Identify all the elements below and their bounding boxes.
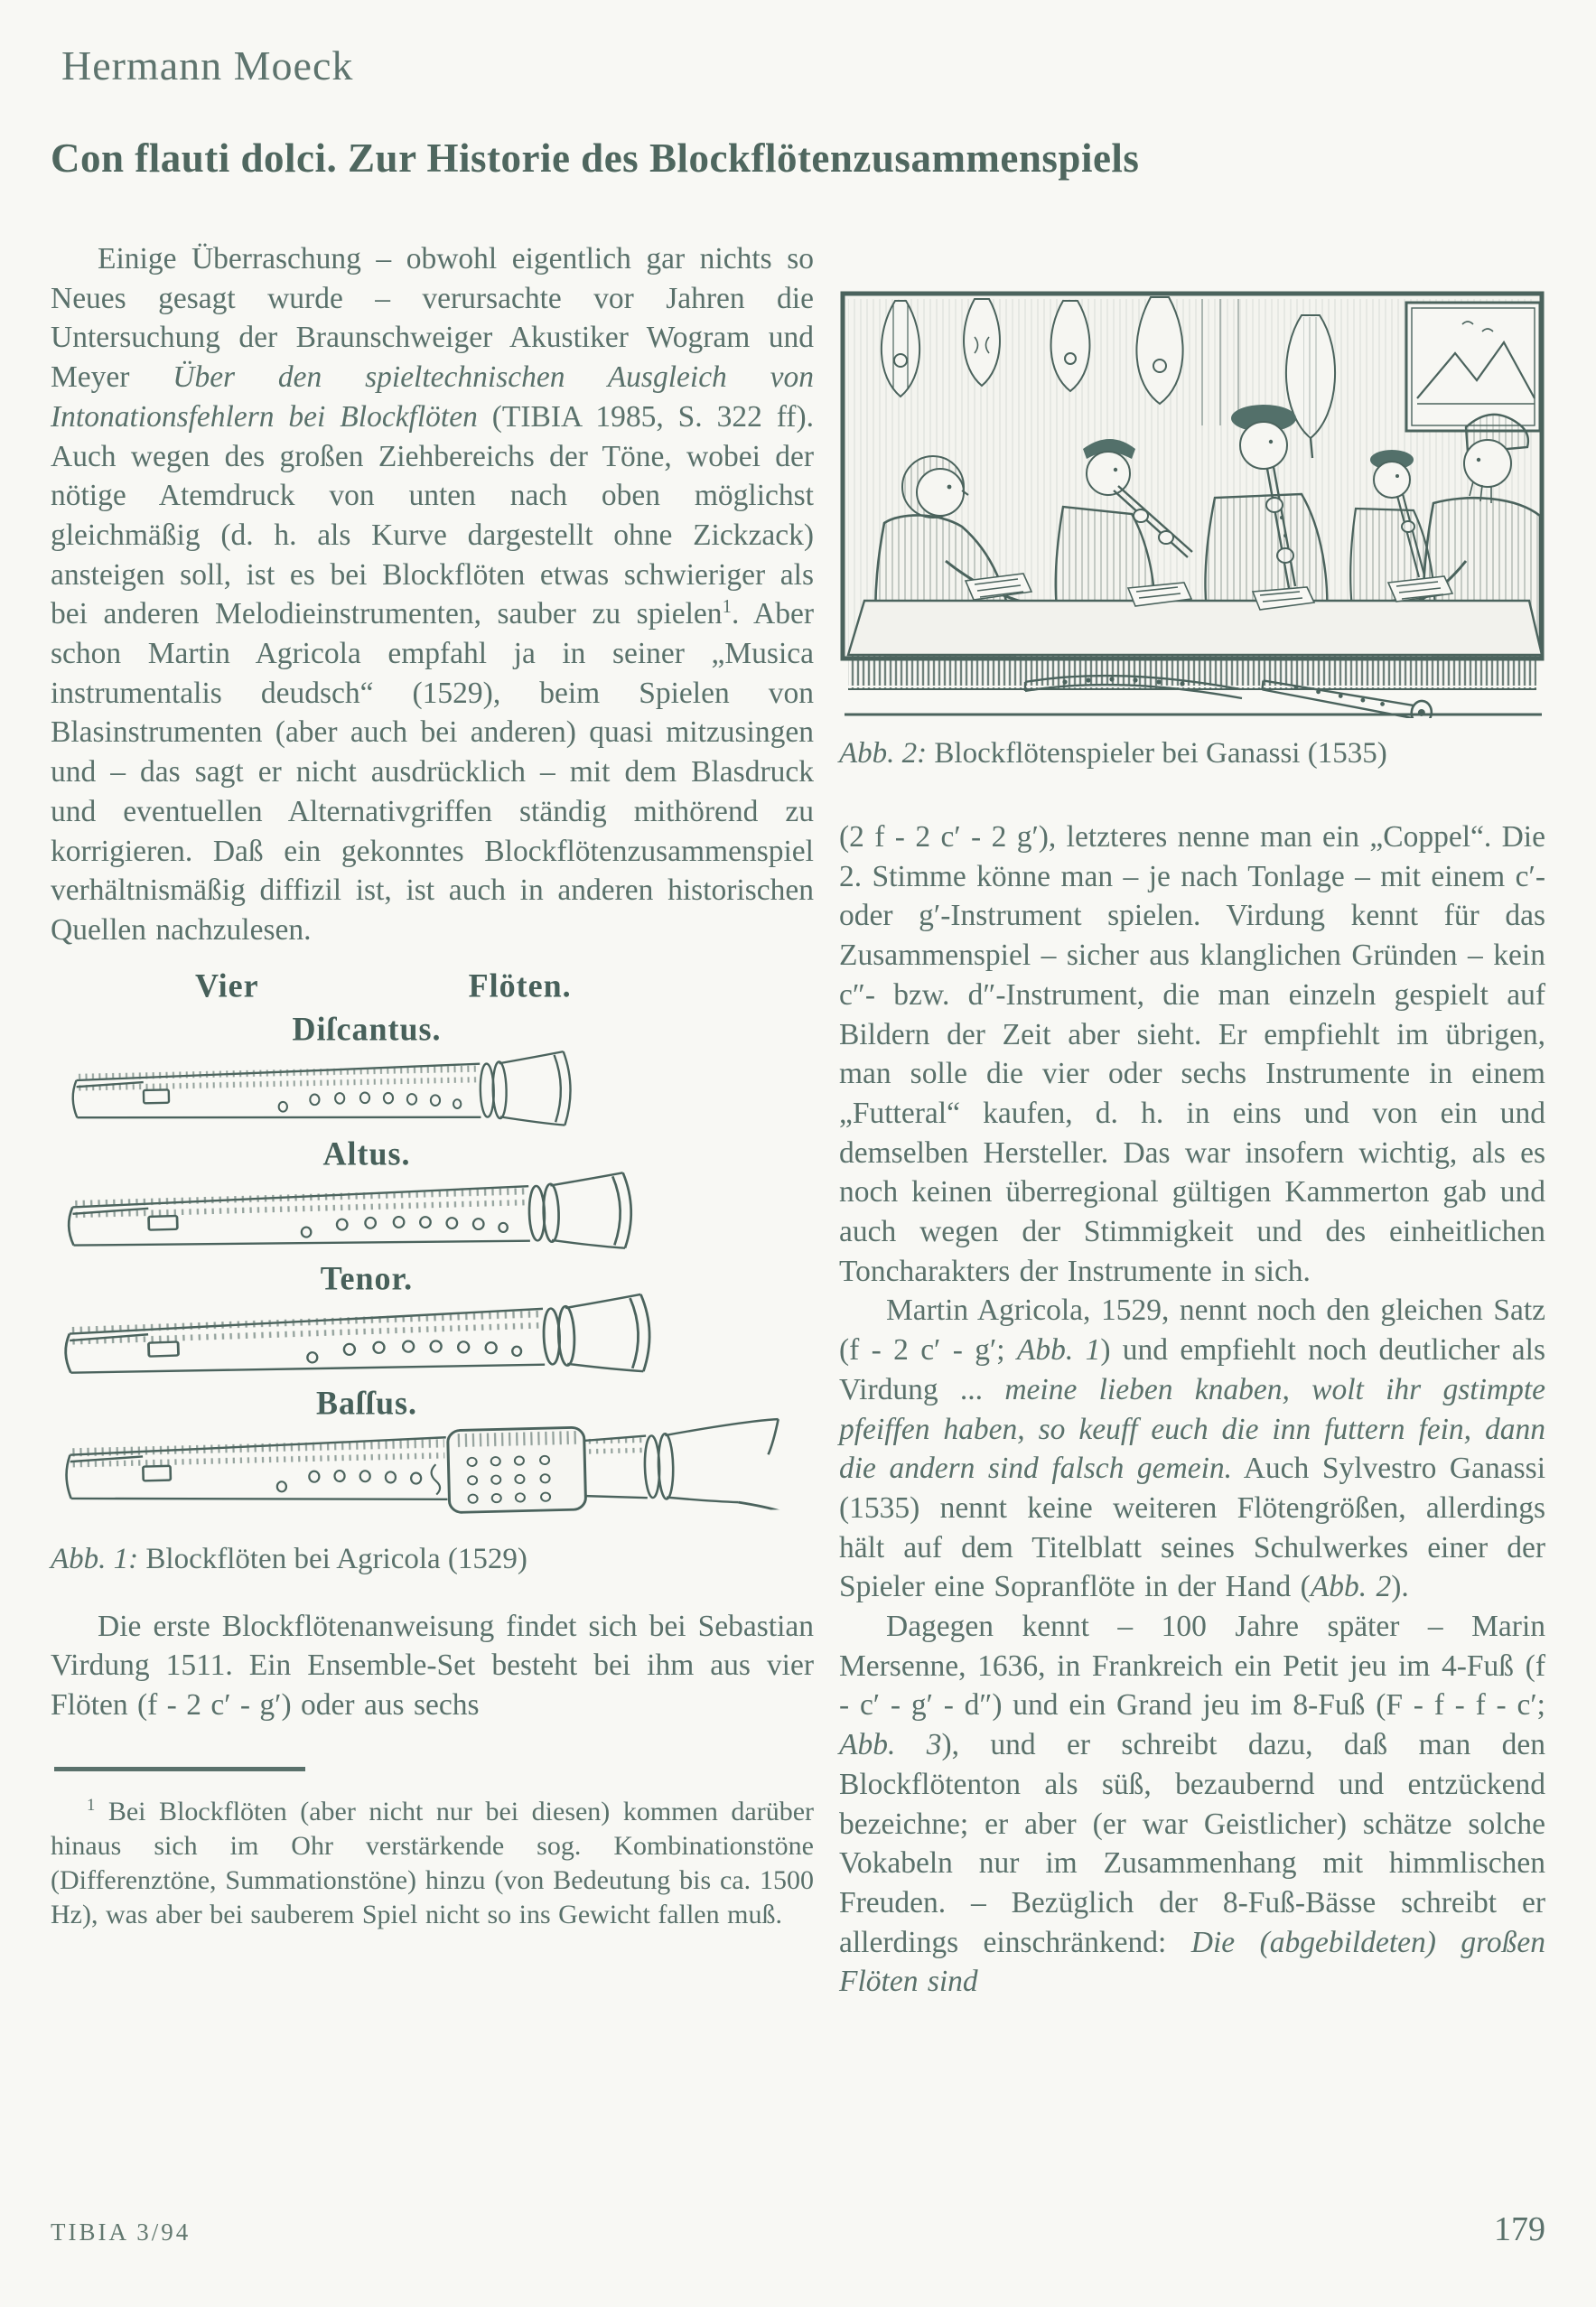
tenor-recorder-illustration [51, 1301, 814, 1384]
figure1-header-floeten: Flöten. [468, 966, 572, 1004]
right-column [839, 239, 1545, 2002]
footnote-text: $^1$ Bei Blockflöten (aber nicht nur bei diesen) kommen darüber hinaus sich im Ohr verstärkende sog. Kombinationstöne (Differenztöne, Summationstöne) hinzu (von Bedeutung bis ca. 1500 Hz), was aber bei sauberem Spiel nicht so ins Gewicht fallen muß. [51, 1795, 814, 1930]
figure1-caption: Abb. 1: Blockflöten bei Agricola (1529) [51, 1542, 527, 1575]
figure2-caption: Abb. 2: Blockflötenspieler bei Ganassi (1535) [839, 737, 1387, 770]
paragraph-virdung: Die erste Blockflötenanweisung findet sich bei Sebastian Virdung 1511. Ein Ensemble-Set besteht bei ihm aus vier Flöten (f - 2 c′ - g′) oder aus sechs [51, 1609, 814, 1723]
bassus-recorder-illustration [51, 1425, 814, 1519]
label-tenor: Tenor. [320, 1258, 414, 1297]
ganassi-woodcut-illustration [839, 290, 1545, 718]
paragraph-intro: Einige Überraschung – obwohl eigentlich gar nichts so Neues gesagt wurde – verursachte vor Jahren die Untersuchung der Braunschweiger Akustiker Wogram und Meyer Über den spieltechnischen Ausgleich von Intonationsfehlern bei Blockflöten (TIBIA 1985, S. 322 ff). Auch wegen des großen Ziehbereichs der Töne, wobei der nötige Atemdruck von unten nach oben möglichst gleichmäßig (d. h. als Kurve dargestellt ohne Zickzack) ansteigen soll, ist es bei Blockflöten etwas schwieriger als bei anderen Melodieinstrumenten, sauber zu spielen$^1$. Aber schon Martin Agricola empfahl ja in seiner „Musica instrumentalis deudsch“ (1529), beim Spielen von Blasinstrumenten (aber auch bei anderen) quasi mitzusingen und – das sagt er nicht ausdrücklich – mit dem Blasdruck und eventuellen Alternativgriffen ständig mithörend zu korrigieren. Daß ein gekonntes Blockflötenzusammenspiel verhältnismäßig diffizil ist, ist auch in anderen historischen Quellen nachzulesen. [51, 242, 814, 947]
paragraph-mersenne: Dagegen kennt – 100 Jahre später – Marin Mersenne, 1636, in Frankreich ein Petit jeu im 4-Fuß (f - c′ - g′ - d″) und ein Grand jeu im 8-Fuß (F - f - f - c′; Abb. 3), und er schreibt dazu, daß man den Blockflötenton als süß, bezaubernd und entzückend bezeichne; er aber (er war Geistlicher) schätze solche Vokabeln nur im Zusammenhang mit himmlischen Freuden. – Bezüglich der 8-Fuß-Bässe schreibt er allerdings einschränkend: Die (abgebildeten) großen Flöten sind [839, 1610, 1546, 1999]
page-footer [51, 2209, 1545, 2249]
discantus-recorder-illustration [51, 1051, 814, 1135]
figure-agricola-recorders [51, 967, 814, 1576]
left-column [51, 239, 814, 1932]
label-bassus: Baſſus. [315, 1383, 418, 1422]
figure1-header-vier: Vier [195, 966, 259, 1004]
journal-issue: TIBIA 3/94 [51, 2218, 191, 2246]
footnote-divider [54, 1767, 305, 1771]
paragraph-coppel: (2 f - 2 c′ - 2 g′), letzteres nenne man ein „Coppel“. Die 2. Stimme könne man – je nach Tonlage – mit einem c′- oder g′-Instrument spielen. Virdung kennt für das Zusammenspiel – sicher aus klanglichen Gründen – kein c″- bzw. d″-Instrument, die man einzeln gespielt auf Bildern der Zeit aber sieht. Er empfiehlt im übrigen, man solle die vier oder sechs Instrumente in einem „Futteral“ kaufen, d. h. in eins und von ein und demselben Hersteller. Das war insofern wichtig, als es noch keinen überregional gültigen Kammerton gab und auch wegen der Stimmigkeit und des einheitlichen Toncharakters der Instrumente in sich. [839, 820, 1545, 1288]
two-column-body [51, 239, 1545, 2002]
author-name: Hermann Moeck [61, 42, 354, 89]
paragraph-agricola: Martin Agricola, 1529, nennt noch den gleichen Satz (f - 2 c′ - g′; Abb. 1) und empfiehlt noch deutlicher als Virdung ... meine lieben knaben, wolt ihr gstimpte pfeiffen haben, so keuff euch die inn futtern fein, dann die andern sind falsch gemein. Auch Sylvestro Ganassi (1535) nennt keine weiteren Flötengrößen, allerdings hält auf dem Titelblatt seines Schulwerkes einer der Spieler eine Sopranflöte in der Hand (Abb. 2). [839, 1294, 1545, 1604]
page-number: 179 [1494, 2210, 1545, 2248]
label-discantus: Diſcantus. [292, 1009, 442, 1048]
article-title: Con flauti dolci. Zur Historie des Blockflötenzusammenspiels [51, 135, 1140, 181]
figure-ganassi-woodcut [839, 290, 1545, 771]
label-altus: Altus. [322, 1134, 411, 1172]
figure1-header-row [51, 967, 814, 1010]
altus-recorder-illustration [51, 1176, 814, 1259]
